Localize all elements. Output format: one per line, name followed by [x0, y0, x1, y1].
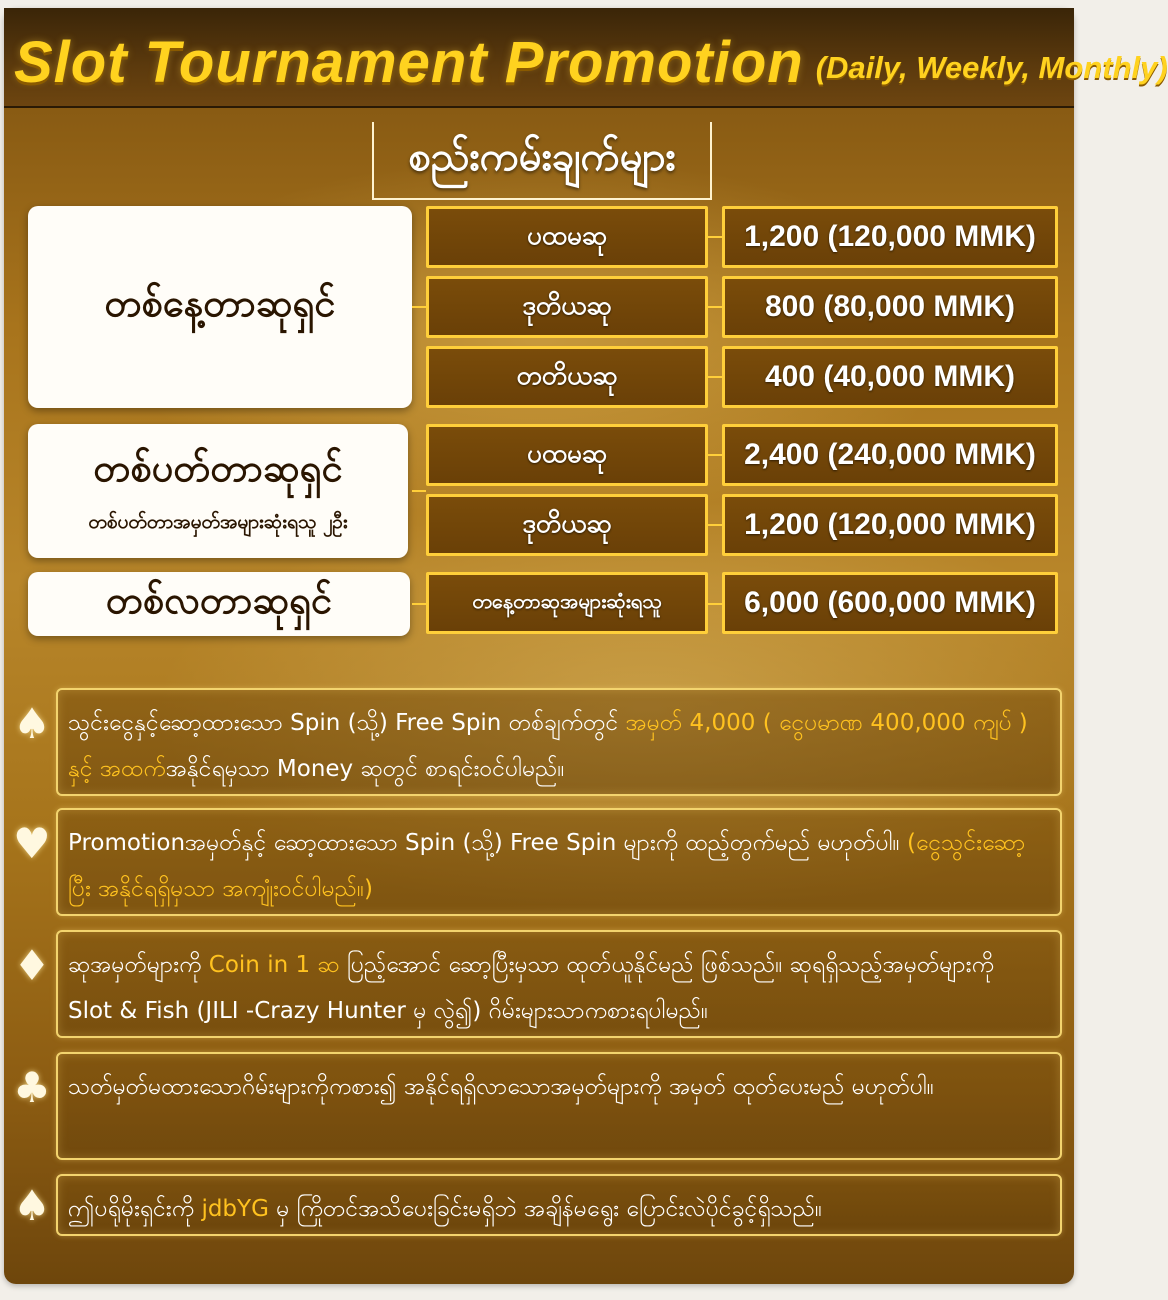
- rules-heading: စည်းကမ်းချက်များ: [372, 122, 712, 200]
- connector: [708, 236, 722, 238]
- daily-winner-label: တစ်နေ့တာဆုရှင်: [104, 281, 336, 325]
- daily-rank-2: ဒုတိယဆု: [426, 276, 708, 338]
- connector: [708, 306, 722, 308]
- connector: [412, 306, 426, 308]
- rule-text: Promotionအမှတ်နှင့် ဆော့ထားသော Spin (သို့) Free Spin များကို ထည့်တွက်မည် မဟုတ်ပါ။: [68, 830, 907, 856]
- rule-item-3: [56, 930, 1062, 1038]
- daily-rank-1: ပထမဆု: [426, 206, 708, 268]
- rule-item-4: [56, 1052, 1062, 1160]
- rule-text: မှ ကြိုတင်အသိပေးခြင်းမရှိဘဲ အချိန်မရွေး ပြောင်းလဲပိုင်ခွင့်ရှိသည်။: [268, 1196, 822, 1222]
- daily-rank-3: တတိယဆု: [426, 346, 708, 408]
- rule-item-5: [56, 1174, 1062, 1236]
- spade-icon: ♠: [13, 1181, 51, 1230]
- heart-icon: ♥: [13, 819, 51, 868]
- daily-winner-label-box: [28, 206, 412, 408]
- connector: [708, 376, 722, 378]
- monthly-rank-1: တနေ့တာဆုအများဆုံးရသူ: [426, 572, 708, 634]
- rule-highlight: အမှတ် 4,000 ( ငွေပမာဏ 400,000 ကျပ် ) နှင့် အထက်: [68, 710, 1028, 782]
- monthly-winner-label-box: [28, 572, 410, 636]
- rule-highlight: jdbYG: [201, 1196, 269, 1222]
- rule-item-1: [56, 688, 1062, 796]
- page-title: Slot Tournament Promotion: [14, 30, 804, 95]
- weekly-rank-1: ပထမဆု: [426, 424, 708, 486]
- rule-text: အနိုင်ရမှသာ Money ဆုတွင် စာရင်းဝင်ပါမည်။: [165, 756, 565, 782]
- rule-text: ဤပရိုမိုးရှင်းကို: [68, 1196, 202, 1222]
- connector: [708, 524, 722, 526]
- connector: [708, 454, 722, 456]
- spade-icon: ♠: [13, 699, 51, 748]
- connector: [708, 603, 722, 605]
- daily-amount-1: 1,200 (120,000 MMK): [722, 206, 1058, 268]
- diamond-icon: ♦: [13, 941, 51, 990]
- rule-highlight: (ငွေသွင်းဆော့ပြီး အနိုင်ရရှိမှသာ အကျုံးဝင်ပါမည်။): [68, 830, 1026, 902]
- rule-text: ဆုအမှတ်များကို: [68, 952, 209, 978]
- weekly-rank-2: ဒုတိယဆု: [426, 494, 708, 556]
- daily-amount-2: 800 (80,000 MMK): [722, 276, 1058, 338]
- daily-amount-3: 400 (40,000 MMK): [722, 346, 1058, 408]
- monthly-amount-1: 6,000 (600,000 MMK): [722, 572, 1058, 634]
- connector: [412, 490, 426, 492]
- weekly-amount-1: 2,400 (240,000 MMK): [722, 424, 1058, 486]
- rule-highlight: Coin in 1 ဆ: [208, 952, 340, 978]
- connector: [412, 603, 426, 605]
- page-subtitle: (Daily, Weekly, Monthly): [815, 50, 1168, 85]
- weekly-amount-2: 1,200 (120,000 MMK): [722, 494, 1058, 556]
- rule-item-2: [56, 808, 1062, 916]
- rule-text: သွင်းငွေနှင့်ဆော့ထားသော Spin (သို့) Free Spin တစ်ချက်တွင်: [68, 710, 626, 736]
- weekly-winner-label: တစ်ပတ်တာဆုရှင်: [93, 446, 343, 490]
- promotion-card: [4, 8, 1168, 1284]
- rule-text: သတ်မှတ်မထားသောဂိမ်းများကိုကစား၍ အနိုင်ရရှိလာသောအမှတ်များကို အမှတ် ထုတ်ပေးမည် မဟုတ်ပါ။: [68, 1074, 934, 1100]
- monthly-winner-label: တစ်လတာဆုရှင်: [105, 578, 333, 622]
- weekly-winner-label-box: [28, 424, 408, 558]
- header-banner: [4, 8, 1168, 108]
- club-icon: ♣: [13, 1063, 51, 1112]
- rule-text: ပြည့်အောင် ဆော့ပြီးမှသာ ထုတ်ယူနိုင်မည် ဖြစ်သည်။ ဆုရရှိသည့်အမှတ်များကို Slot & Fish (JILI -Crazy Hunter မှ လွဲ၍) ဂိမ်းများသာကစားရပါမည်။: [68, 952, 994, 1024]
- weekly-winner-sublabel: တစ်ပတ်တာအမှတ်အများဆုံးရသူ ၂ဦး: [88, 511, 348, 533]
